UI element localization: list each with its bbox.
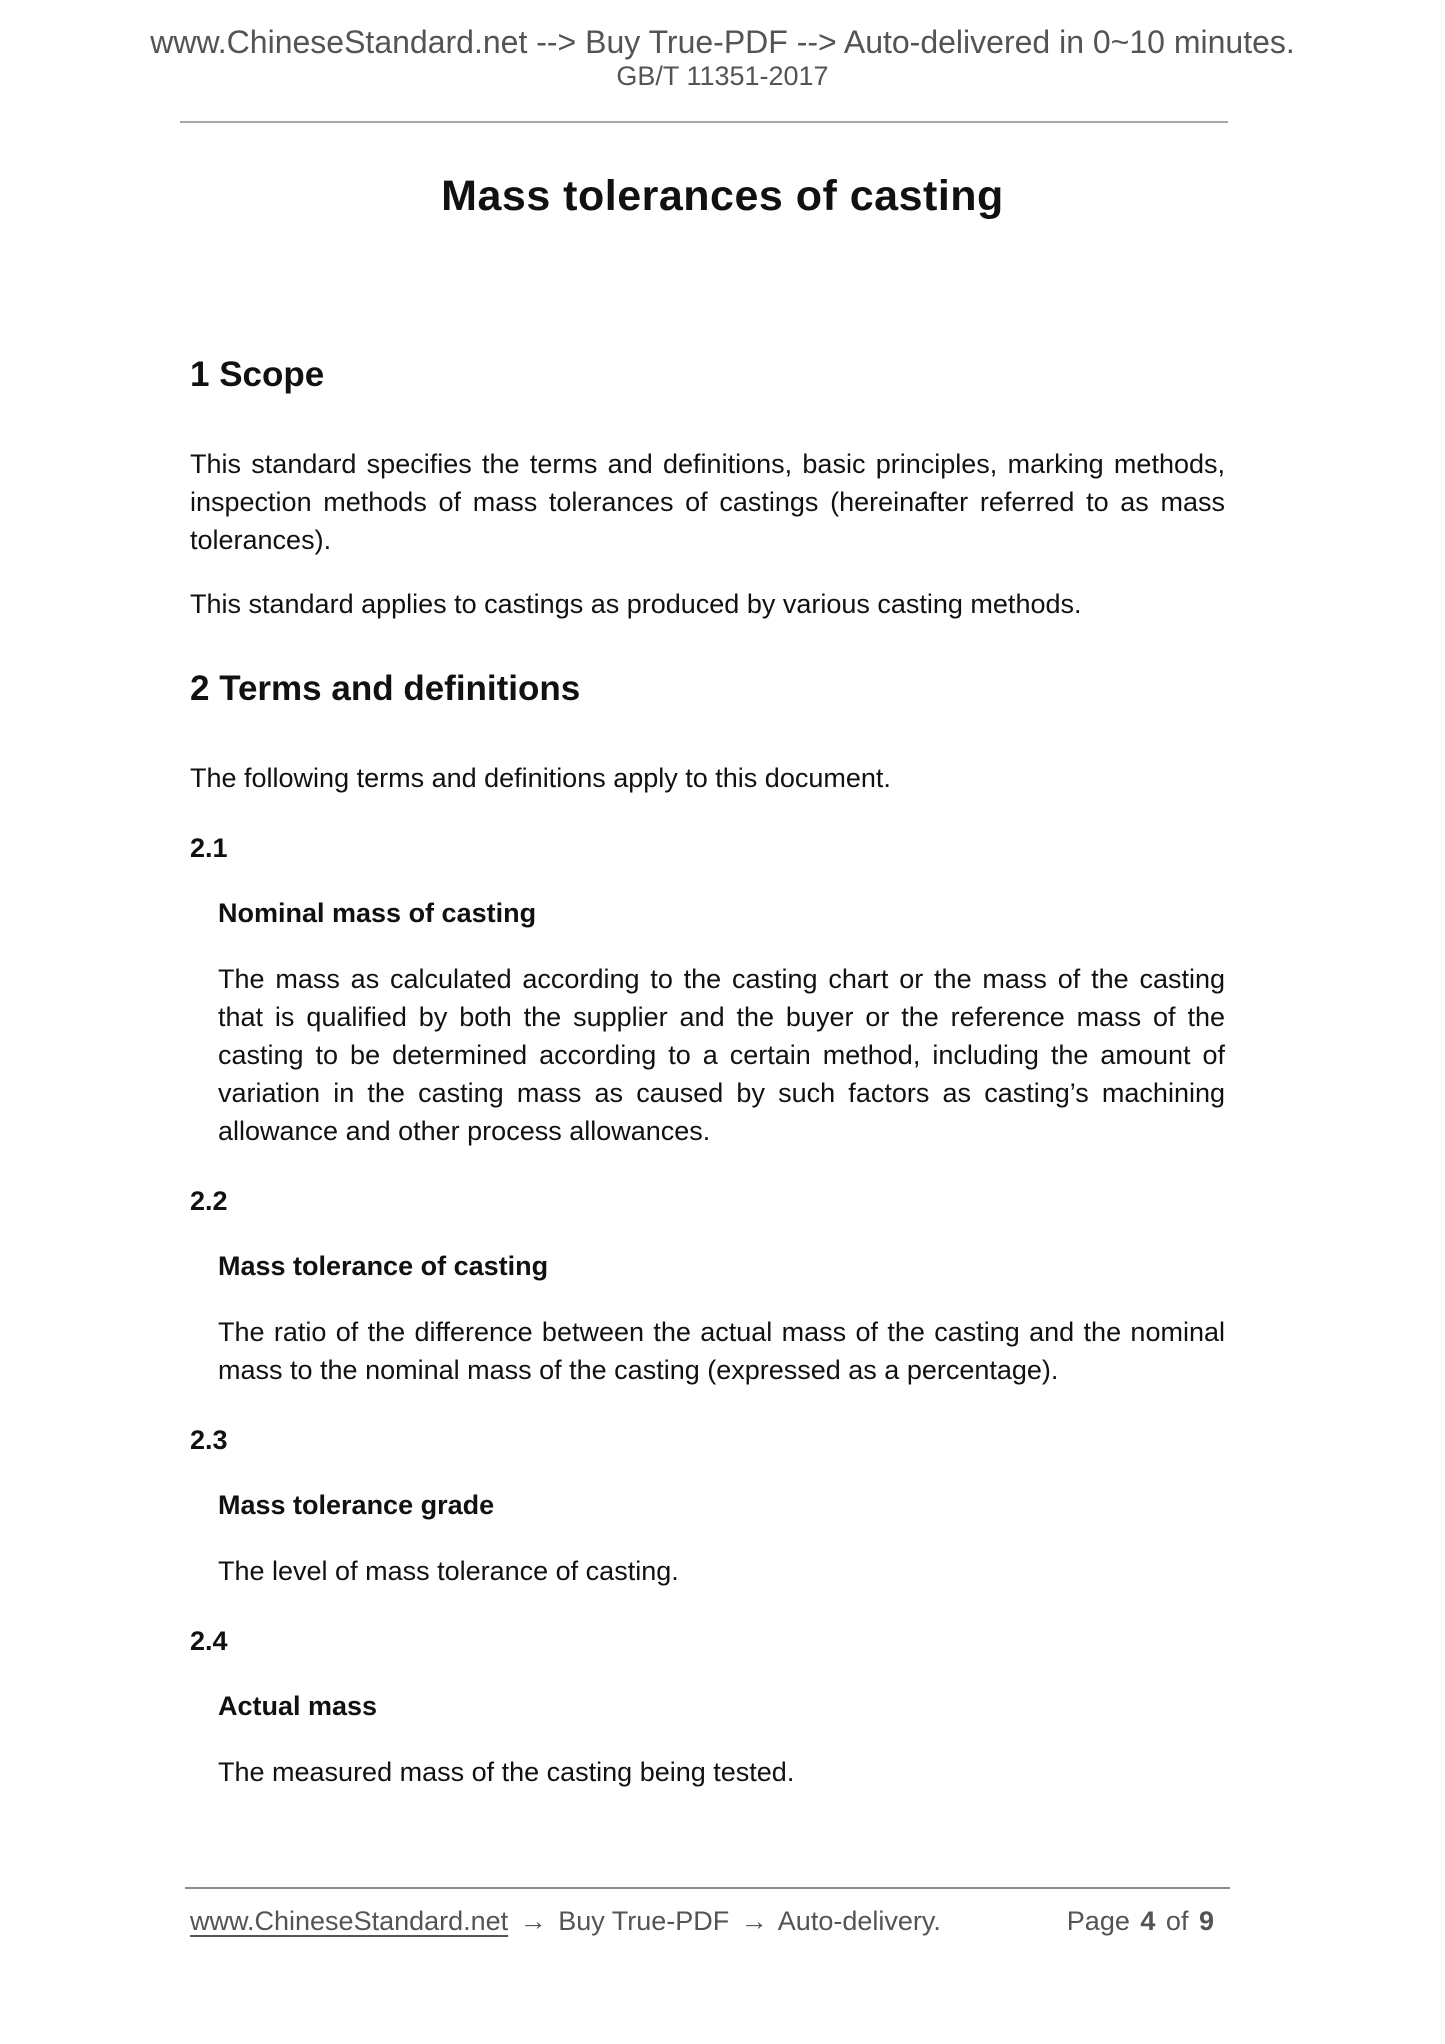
footer-delivery-label: Auto-delivery. — [777, 1906, 941, 1936]
document-body — [190, 355, 1225, 1791]
right-arrow-icon-2: → — [740, 1906, 768, 1936]
term-block-2-3 — [190, 1421, 1225, 1590]
term-number-2-1: 2.1 — [190, 833, 228, 863]
term-name-mass-tolerance-grade: Mass tolerance grade — [218, 1490, 495, 1520]
term-definition-mass-tolerance: The ratio of the difference between the actual mass of the casting and the nominal mass to the nominal mass of the casting (expressed as a percentage). — [218, 1317, 1225, 1385]
footer-site-link[interactable]: www.ChineseStandard.net — [190, 1906, 509, 1936]
document-title: Mass tolerances of casting — [441, 172, 1004, 220]
scope-paragraph-1: This standard specifies the terms and definitions, basic principles, marking methods, inspection methods of mass tolerances of castings (hereinafter referred to as mass tolerances). — [190, 449, 1225, 555]
term-definition-actual-mass: The measured mass of the casting being tested. — [218, 1757, 795, 1787]
footer-buy-label: Buy True-PDF — [558, 1906, 730, 1936]
term-definition-mass-tolerance-grade: The level of mass tolerance of casting. — [218, 1556, 679, 1586]
of-label: of — [1165, 1906, 1189, 1936]
header-divider — [180, 121, 1228, 123]
term-block-2-4 — [190, 1622, 1225, 1791]
term-definition-nominal-mass: The mass as calculated according to the casting chart or the mass of the casting that is qualified by both the supplier and the buyer or the reference mass of the casting to be determined according to a certain method, including the amount of variation in the casting mass as caused by such factors as casting’s machining allowance and other process allowances. — [218, 964, 1225, 1146]
page-footer — [190, 1903, 1225, 1939]
page-label: Page — [1066, 1906, 1130, 1936]
current-page-number: 4 — [1140, 1906, 1156, 1936]
term-number-2-3: 2.3 — [190, 1425, 228, 1455]
page-header — [0, 24, 1445, 91]
footer-divider — [185, 1887, 1230, 1889]
header-tagline: www.ChineseStandard.net --> Buy True-PDF --> Auto-delivered in 0~10 minutes. — [150, 24, 1295, 60]
term-name-actual-mass: Actual mass — [218, 1691, 378, 1721]
standard-code: GB/T 11351-2017 — [616, 61, 829, 91]
terms-intro: The following terms and definitions apply to this document. — [190, 763, 891, 793]
page-indicator — [1067, 1903, 1225, 1939]
term-number-2-4: 2.4 — [190, 1626, 228, 1656]
term-name-mass-tolerance: Mass tolerance of casting — [218, 1251, 549, 1281]
term-block-2-1 — [190, 829, 1225, 1150]
footer-promo — [190, 1903, 941, 1939]
right-arrow-icon: → — [519, 1906, 547, 1936]
scope-paragraph-2: This standard applies to castings as produced by various casting methods. — [190, 589, 1082, 619]
term-name-nominal-mass: Nominal mass of casting — [218, 898, 537, 928]
scope-section-heading: 1 Scope — [190, 355, 325, 394]
term-number-2-2: 2.2 — [190, 1186, 228, 1216]
terms-section-heading: 2 Terms and definitions — [190, 669, 581, 708]
term-block-2-2 — [190, 1182, 1225, 1389]
total-page-number: 9 — [1198, 1906, 1214, 1936]
